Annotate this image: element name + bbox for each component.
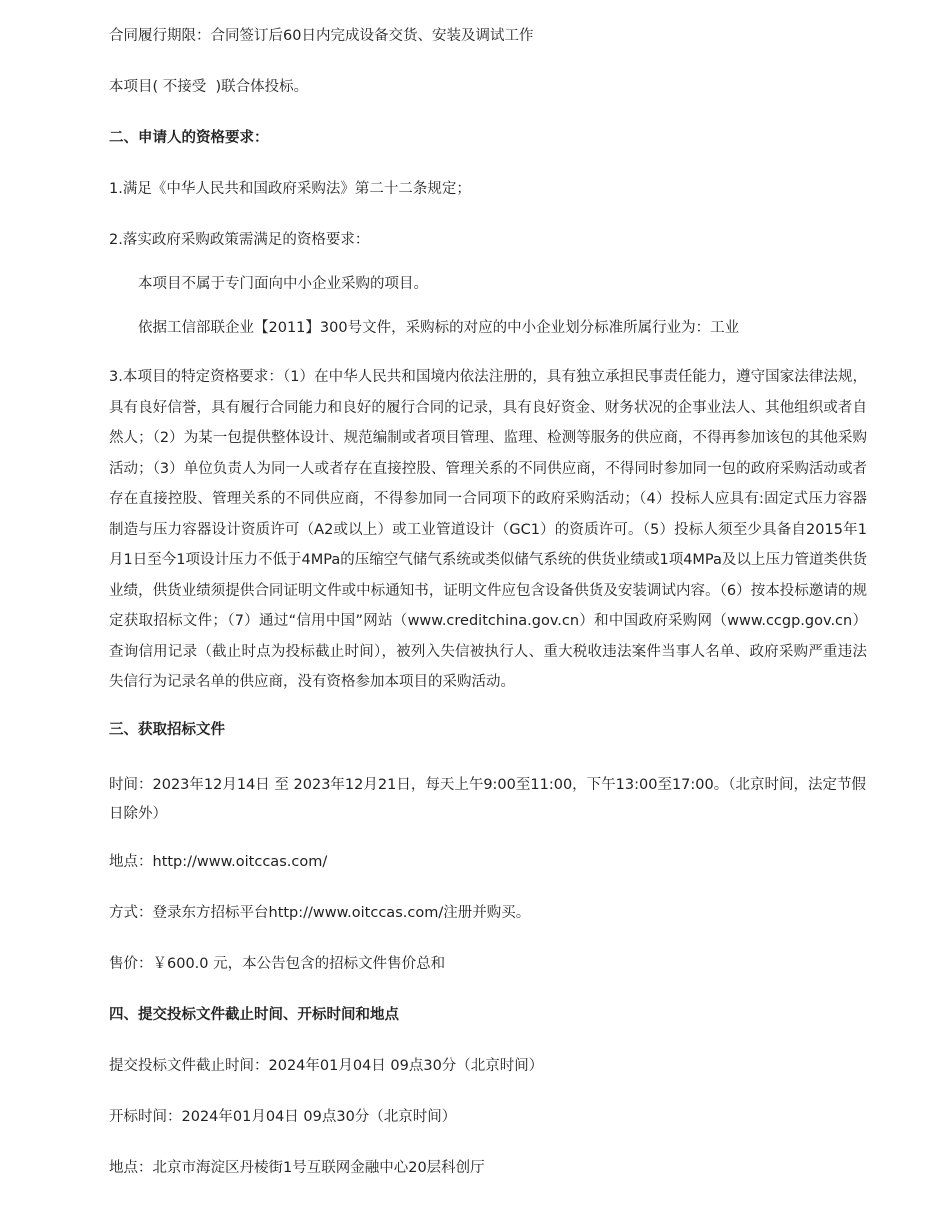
acquisition-place: 地点：http://www.oitccas.com/	[109, 853, 328, 870]
requirement-2-sme-note: 本项目不属于专门面向中小企业采购的项目。	[138, 276, 428, 292]
requirement-1: 1.满足《中华人民共和国政府采购法》第二十二条规定；	[109, 181, 471, 197]
opening-location: 地点：北京市海淀区丹棱街1号互联网金融中心20层科创厅	[109, 1159, 485, 1176]
contract-term: 合同履行期限：合同签订后60日内完成设备交货、安装及调试工作	[109, 28, 534, 44]
requirement-2-industry-note: 依据工信部联企业【2011】300号文件，采购标的对应的中小企业划分标准所属行业为：工业	[138, 320, 740, 336]
submission-deadline: 提交投标文件截止时间：2024年01月04日 09点30分（北京时间）	[109, 1057, 544, 1074]
requirement-2: 2.落实政府采购政策需满足的资格要求：	[109, 232, 370, 248]
opening-time: 开标时间：2024年01月04日 09点30分（北京时间）	[109, 1108, 457, 1125]
consortium-note: 本项目( 不接受 )联合体投标。	[109, 79, 309, 95]
requirement-3: 3.本项目的特定资格要求：（1）在中华人民共和国境内依法注册的，具有独立承担民事责任能力，遵守国家法律法规，具有良好信誉，具有履行合同能力和良好的履行合同的记录，具有良好资金、财务状况的企事业法人、其他组织或者自然人；（2）为某一包提供整体设计、规范编制或者项目管理、监理、检测等服务的供应商，不得再参加该包的其他采购活动；（3）单位负责人为同一人或者存在直接控股、管理关系的不同供应商，不得同时参加同一包的政府采购活动或者存在直接控股、管理关系的不同供应商，不得参加同一合同项下的政府采购活动；（4）投标人应具有:固定式压力容器制造与压力容器设计资质许可（A2或以上）或工业管道设计（GC1）的资质许可。（5）投标人须至少具备自2015年1月1日至今1项设计压力不低于4MPa的压缩空气储气系统或类似储气系统的供货业绩或1项4MPa及以上压力管道类供货业绩，供货业绩须提供合同证明文件或中标通知书，证明文件应包含设备供货及安装调试内容。（6）按本投标邀请的规定获取招标文件；（7）通过“信用中国”网站（www.creditchina.gov.cn）和中国政府采购网（www.ccgp.gov.cn）查询信用记录（截止时点为投标截止时间），被列入失信被执行人、重大税收违法案件当事人名单、政府采购严重违法失信行为记录名单的供应商，没有资格参加本项目的采购活动。	[109, 369, 867, 690]
section-3-title: 三、获取招标文件	[109, 721, 225, 738]
section-2-title: 二、申请人的资格要求：	[109, 130, 269, 146]
acquisition-method: 方式：登录东方招标平台http://www.oitccas.com/注册并购买。	[109, 904, 531, 921]
section-4-title: 四、提交投标文件截止时间、开标时间和地点	[109, 1006, 399, 1023]
document-price: 售价：￥600.0 元，本公告包含的招标文件售价总和	[109, 955, 446, 972]
announcement-body	[109, 26, 867, 1209]
acquisition-time: 时间：2023年12月14日 至 2023年12月21日，每天上午9:00至11:00，下午13:00至17:00。（北京时间，法定节假日除外）	[109, 776, 866, 822]
